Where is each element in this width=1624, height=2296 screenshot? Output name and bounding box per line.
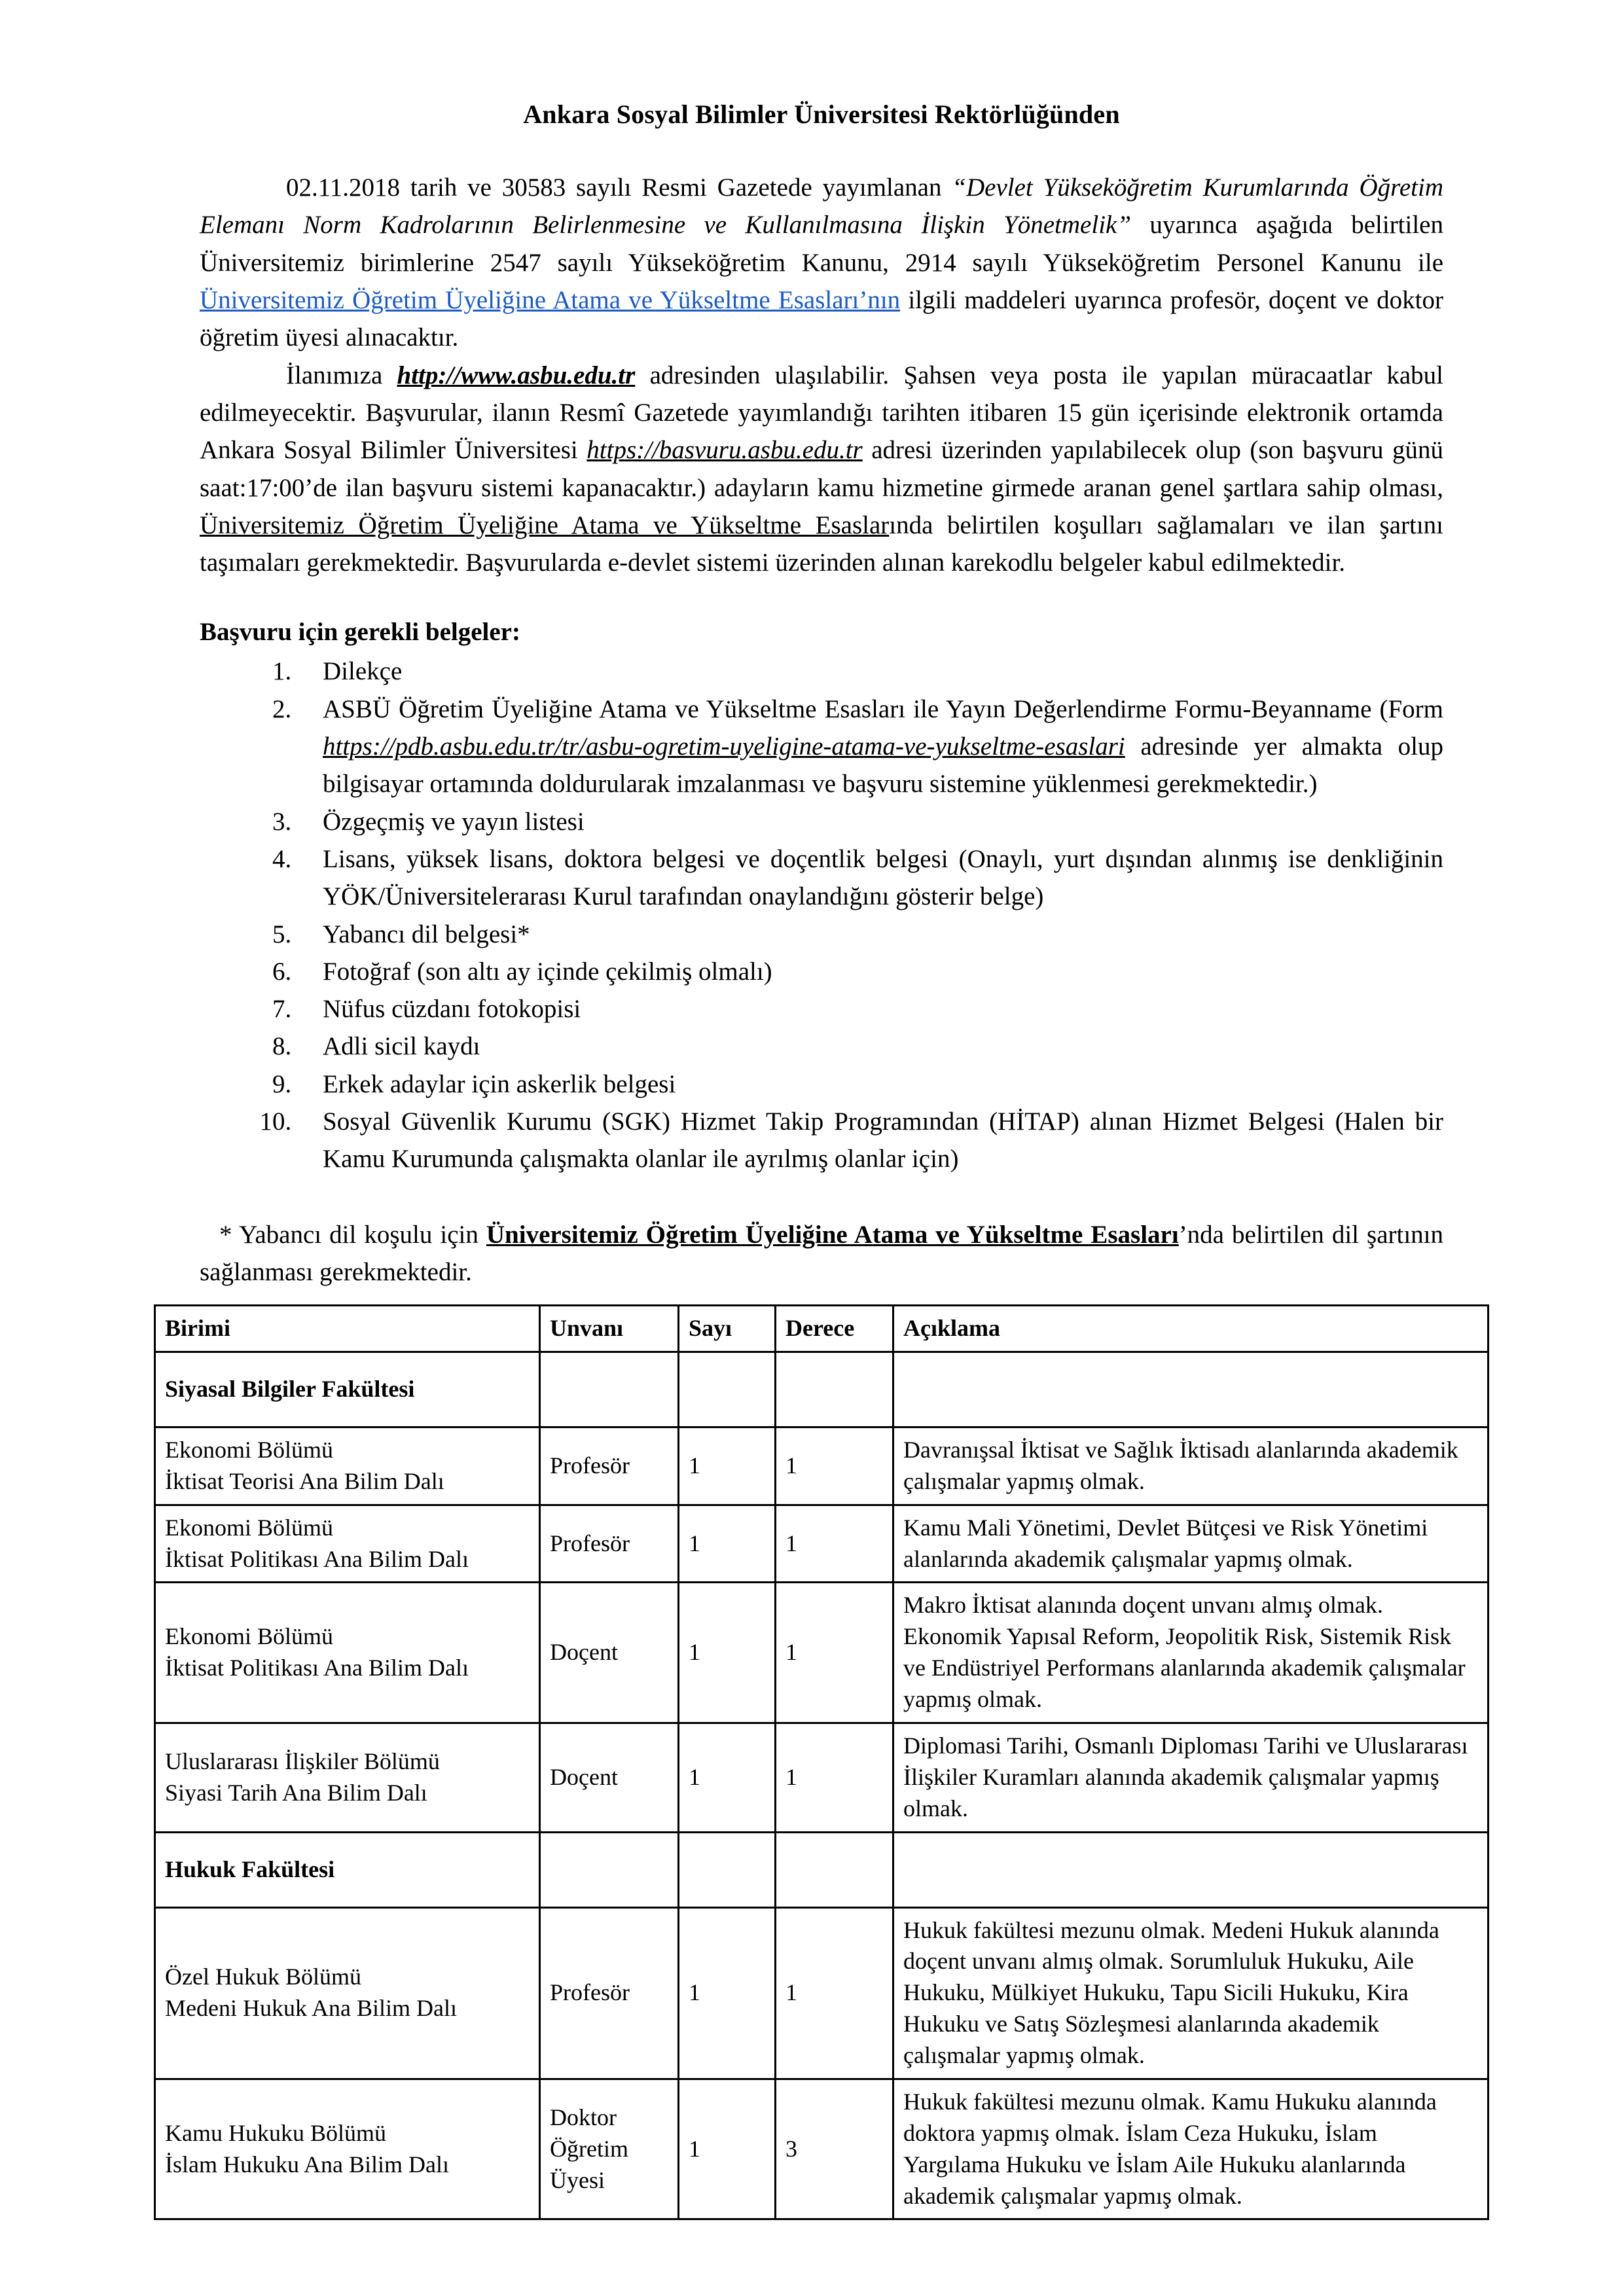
department-line-2: İslam Hukuku Ana Bilim Dalı: [165, 2151, 449, 2178]
intro-paragraph-2: [200, 357, 1443, 582]
doc-item-1-text: Dilekçe: [323, 657, 403, 686]
doc-item-4-text: Lisans, yüksek lisans, doktora belgesi ve doçentlik belgesi (Onaylı, yurt dışından alınmış ise denkliğinin YÖK/Üniversitelerarası Kurul tarafından onaylandığını gösterir belge): [323, 844, 1443, 911]
intro-p1-part-b: uyarınca aşağıda belirtilen Üniversitemiz birimlerine 2547 sayılı Yükseköğretim Kanunu, 2914 sayılı Yükseköğretim Personel Kanunu ile: [200, 211, 1443, 277]
department-line-1: Ekonomi Bölümü: [165, 1436, 334, 1463]
faculty-name-cell: Hukuk Fakültesi: [155, 1832, 540, 1907]
table-row: [155, 1723, 1489, 1832]
department-line-2: Medeni Hukuk Ana Bilim Dalı: [165, 1995, 457, 2022]
title-cell: Profesör: [540, 1427, 679, 1505]
intro-p2-part-c: adresi üzerinden yapılabilecek olup (son başvuru günü saat:17:00’de ilan başvuru sistemi kapanacaktır.) adayların kamu hizmetine girmede aranan genel şartlara sahip olması,: [200, 436, 1443, 502]
title-cell: Profesör: [540, 1907, 679, 2079]
description-cell: Davranışsal İktisat ve Sağlık İktisadı alanlarında akademik çalışmalar yapmış olmak.: [893, 1427, 1489, 1505]
list-item: [298, 803, 1443, 840]
description-cell: Hukuk fakültesi mezunu olmak. Kamu Hukuku alanında doktora yapmış olmak. İslam Ceza Hukuku, İslam Yargılama Hukuku ve İslam Aile Hukuku alanlarında akademik çalışmalar yapmış olmak.: [893, 2079, 1489, 2219]
asbu-website-url[interactable]: http://www.asbu.edu.tr: [397, 361, 636, 389]
column-header-derece: Derece: [776, 1306, 893, 1352]
degree-cell: 1: [776, 1907, 893, 2079]
department-cell: [155, 1907, 540, 2079]
description-cell: Makro İktisat alanında doçent unvanı almış olmak. Ekonomik Yapısal Reform, Jeopolitik Risk, Sistemik Risk ve Endüstriyel Performans alanlarında akademik çalışmalar yapmış olmak.: [893, 1583, 1489, 1723]
intro-p1-part-a: 02.11.2018 tarih ve 30583 sayılı Resmi Gazetede yayımlanan: [286, 173, 952, 202]
department-line-1: Ekonomi Bölümü: [165, 1623, 334, 1650]
intro-p2-part-b: adresinden ulaşılabilir. Şahsen veya posta ile yapılan müracaatlar kabul edilmeyecektir. Başvurular, ilanın Resmî Gazetede yayımlandığı tarihten itibaren 15 gün içerisinde elektronik ortamda Ankara Sosyal Bilimler Üniversitesi: [200, 361, 1443, 465]
intro-p1-part-c: ilgili maddeleri uyarınca profesör, doçent ve doktor öğretim üyesi alınacaktır.: [200, 285, 1443, 352]
empty-cell-unvani: [540, 1832, 679, 1907]
column-header-aciklama: Açıklama: [893, 1306, 1489, 1352]
doc-item-3-text: Özgeçmiş ve yayın listesi: [323, 807, 585, 836]
empty-cell-sayi: [679, 1352, 776, 1427]
appointment-criteria-link[interactable]: Üniversitemiz Öğretim Üyeliğine Atama ve Yükseltme Esasları’nın: [200, 285, 901, 314]
department-cell: [155, 1723, 540, 1832]
required-documents-list: [200, 653, 1443, 1178]
department-line-2: İktisat Politikası Ana Bilim Dalı: [165, 1655, 469, 1681]
description-cell: Hukuk fakültesi mezunu olmak. Medeni Hukuk alanında doçent unvanı almış olmak. Sorumluluk Hukuku, Aile Hukuku, Mülkiyet Hukuku, Tapu Sicili Hukuku, Kira Hukuku ve Satış Sözleşmesi alanlarında akademik çalışmalar yapmış olmak.: [893, 1907, 1489, 2079]
list-item: [298, 1103, 1443, 1178]
criteria-underlined-text: Üniversitemiz Öğretim Üyeliğine Atama ve Yükseltme Esaslar: [200, 511, 890, 539]
title-cell: Profesör: [540, 1505, 679, 1583]
count-cell: 1: [679, 1427, 776, 1505]
empty-cell-aciklama: [893, 1352, 1489, 1427]
empty-cell-aciklama: [893, 1832, 1489, 1907]
table-row-faculty-group: [155, 1832, 1489, 1907]
doc-item-7-text: Nüfus cüzdanı fotokopisi: [323, 995, 581, 1024]
table-row: [155, 1907, 1489, 2079]
department-line-1: Özel Hukuk Bölümü: [165, 1964, 361, 1990]
footnote-part-a: * Yabancı dil koşulu için: [219, 1220, 486, 1249]
list-item: [298, 1066, 1443, 1103]
title-line-3: Üyesi: [550, 2166, 605, 2193]
language-requirement-footnote: [200, 1216, 1443, 1291]
count-cell: 1: [679, 1505, 776, 1583]
count-cell: 1: [679, 1583, 776, 1723]
title-line-2: Öğretim: [550, 2135, 628, 2162]
doc-item-2-text-b: adresinde yer almakta olup bilgisayar ortamında doldurularak imzalanması ve başvuru sistemine yüklenmesi gerekmektedir.): [323, 732, 1443, 798]
department-line-2: Siyasi Tarih Ana Bilim Dalı: [165, 1779, 427, 1806]
footnote-part-b: ’nda belirtilen dil şartının sağlanması gerekmektedir.: [200, 1220, 1443, 1287]
document-content: [200, 98, 1443, 1291]
intro-paragraph-1: [200, 169, 1443, 357]
intro-p2-part-a: İlanımıza: [286, 361, 397, 389]
empty-cell-derece: [776, 1832, 893, 1907]
department-line-1: Ekonomi Bölümü: [165, 1514, 334, 1541]
application-portal-url[interactable]: https://basvuru.asbu.edu.tr: [586, 436, 863, 465]
doc-item-6-text: Fotoğraf (son altı ay içinde çekilmiş olmalı): [323, 957, 772, 986]
doc-item-8-text: Adli sicil kaydı: [323, 1032, 480, 1061]
positions-table: [154, 1304, 1489, 2220]
list-item: [298, 990, 1443, 1028]
description-cell: Kamu Mali Yönetimi, Devlet Bütçesi ve Risk Yönetimi alanlarında akademik çalışmalar yapmış olmak.: [893, 1505, 1489, 1583]
empty-cell-derece: [776, 1352, 893, 1427]
count-cell: 1: [679, 2079, 776, 2219]
degree-cell: 1: [776, 1583, 893, 1723]
department-cell: [155, 1427, 540, 1505]
intro-p2-part-d: ında belirtilen koşulları sağlamaları ve ilan şartını taşımaları gerekmektedir. Başvurularda e-devlet sistemi üzerinden alınan karekodlu belgeler kabul edilmektedir.: [200, 511, 1443, 577]
department-line-1: Uluslararası İlişkiler Bölümü: [165, 1748, 440, 1774]
required-documents-heading: Başvuru için gerekli belgeler:: [200, 617, 520, 646]
department-line-2: İktisat Politikası Ana Bilim Dalı: [165, 1545, 469, 1572]
degree-cell: 1: [776, 1723, 893, 1832]
description-cell: Diplomasi Tarihi, Osmanlı Diploması Tarihi ve Uluslararası İlişkiler Kuramları alanında akademik çalışmalar yapmış olmak.: [893, 1723, 1489, 1832]
department-line-2: İktisat Teorisi Ana Bilim Dalı: [165, 1467, 444, 1494]
list-item: [298, 653, 1443, 690]
title-cell: Doçent: [540, 1583, 679, 1723]
form-download-url[interactable]: https://pdb.asbu.edu.tr/tr/asbu-ogretim-uyeligine-atama-ve-yukseltme-esaslari: [323, 732, 1125, 761]
table-row-faculty-group: [155, 1352, 1489, 1427]
title-cell: [540, 2079, 679, 2219]
department-cell: [155, 1583, 540, 1723]
page-title: Ankara Sosyal Bilimler Üniversitesi Rektörlüğünden: [523, 99, 1120, 129]
doc-item-2-text-a: ASBÜ Öğretim Üyeliğine Atama ve Yükseltme Esasları ile Yayın Değerlendirme Formu-Beyanname (Form: [323, 694, 1443, 723]
empty-cell-sayi: [679, 1832, 776, 1907]
title-line-1: Doktor: [550, 2104, 617, 2130]
column-header-birimi: Birimi: [155, 1306, 540, 1352]
degree-cell: 3: [776, 2079, 893, 2219]
count-cell: 1: [679, 1723, 776, 1832]
doc-item-5-text: Yabancı dil belgesi*: [323, 920, 530, 948]
table-row: [155, 2079, 1489, 2219]
table-header: [155, 1306, 1489, 1352]
department-cell: [155, 1505, 540, 1583]
table-header-row: [155, 1306, 1489, 1352]
doc-item-10-text: Sosyal Güvenlik Kurumu (SGK) Hizmet Takip Programından (HİTAP) alınan Hizmet Belgesi (Halen bir Kamu Kurumunda çalışmakta olanlar ile ayrılmış olanlar için): [323, 1107, 1443, 1174]
title-cell: Doçent: [540, 1723, 679, 1832]
column-header-sayi: Sayı: [679, 1306, 776, 1352]
table-row: [155, 1583, 1489, 1723]
count-cell: 1: [679, 1907, 776, 2079]
regulation-name-italic: “Devlet Yükseköğretim Kurumlarında Öğretim Elemanı Norm Kadrolarının Belirlenmesine ve Kullanılmasına İlişkin Yönetmelik”: [200, 173, 1444, 240]
department-cell: [155, 2079, 540, 2219]
list-item: [298, 691, 1443, 803]
degree-cell: 1: [776, 1427, 893, 1505]
list-item: [298, 840, 1443, 916]
list-item: [298, 916, 1443, 953]
department-line-1: Kamu Hukuku Bölümü: [165, 2119, 386, 2146]
empty-cell-unvani: [540, 1352, 679, 1427]
table-row: [155, 1505, 1489, 1583]
table-body: [155, 1352, 1489, 2219]
column-header-unvani: Unvanı: [540, 1306, 679, 1352]
list-item: [298, 1028, 1443, 1065]
degree-cell: 1: [776, 1505, 893, 1583]
doc-item-9-text: Erkek adaylar için askerlik belgesi: [323, 1069, 676, 1098]
table-row: [155, 1427, 1489, 1505]
faculty-name-cell: Siyasal Bilgiler Fakültesi: [155, 1352, 540, 1427]
footnote-criteria-reference: Üniversitemiz Öğretim Üyeliğine Atama ve Yükseltme Esasları: [486, 1220, 1179, 1249]
list-item: [298, 953, 1443, 990]
